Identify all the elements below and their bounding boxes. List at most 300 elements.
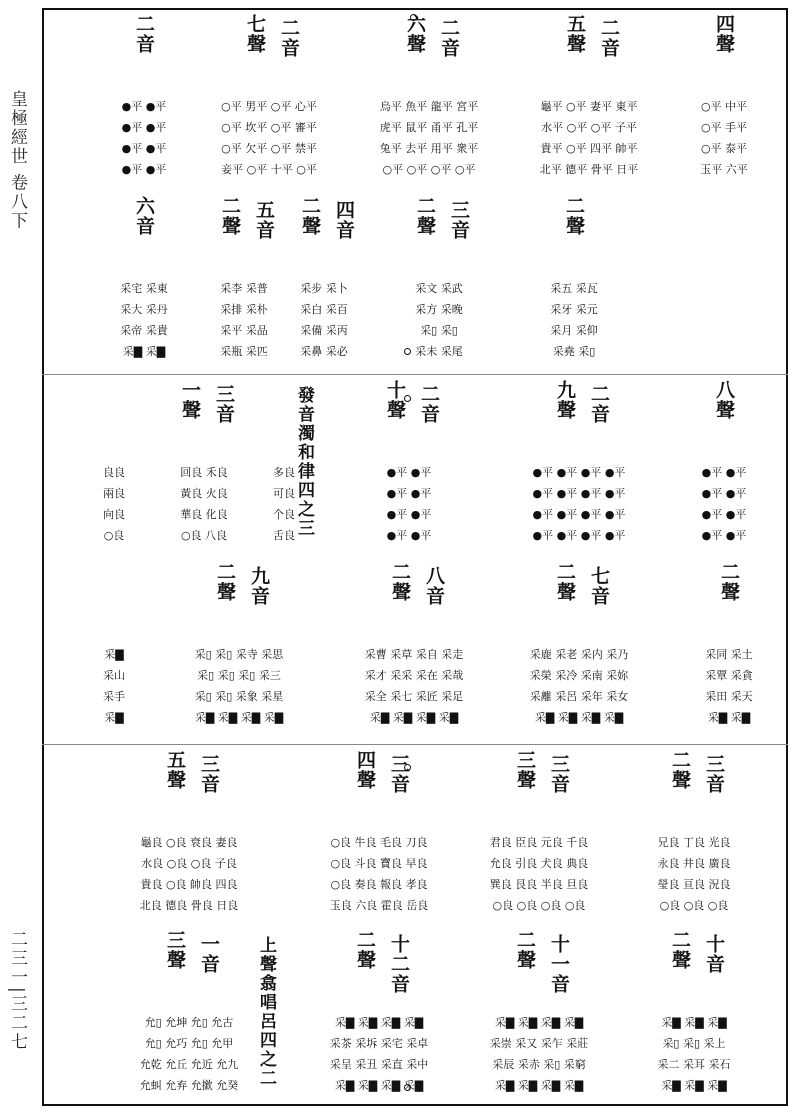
column-heading xyxy=(154,380,254,446)
heading-number: 六 xyxy=(133,196,155,216)
circle-mark xyxy=(404,716,411,723)
table-row: ●平 ●平 ●平 ●平 xyxy=(532,487,626,500)
heading-label: 聲 xyxy=(564,34,586,54)
table-row: 采▇ 采▇ 采▇ 采▇ xyxy=(494,1016,584,1029)
column-heading xyxy=(624,750,764,816)
table-row: 采▯ 采▯ 采▯ 采三 xyxy=(197,669,281,682)
column-rows xyxy=(304,1012,454,1096)
table-row: ○良 八良 xyxy=(180,529,228,542)
heading-yin xyxy=(199,934,219,974)
heading-sheng xyxy=(714,14,734,54)
table-row: 采步 采卜 xyxy=(300,282,348,295)
table-row: 采平 采品 xyxy=(220,324,268,337)
heading-label: 聲 xyxy=(718,582,740,602)
table-row: 采覃 采貪 xyxy=(705,669,753,682)
heading-number: 五 xyxy=(253,200,275,220)
table-row: ●平 ●平 xyxy=(386,487,432,500)
table-row: 北良 德良 骨良 日良 xyxy=(139,899,239,912)
table-row: 巽良 艮良 半良 旦良 xyxy=(489,878,589,891)
heading-number: 三 xyxy=(703,754,725,774)
column-rows xyxy=(364,278,514,362)
heading-label: 音 xyxy=(598,38,620,58)
table-row: 允乾 允丘 允近 允九 xyxy=(139,1058,239,1071)
heading-number: 四 xyxy=(354,750,376,770)
vertical-heading: 上聲翕唱呂四之二 xyxy=(256,936,276,1088)
circle-mark xyxy=(404,764,411,771)
heading-label: 音 xyxy=(133,34,155,54)
table-row: 采白 采百 xyxy=(300,303,348,316)
column-rows xyxy=(84,644,144,728)
heading-sheng xyxy=(385,380,405,420)
heading-number: 五 xyxy=(564,14,586,34)
heading-number: 一 xyxy=(198,934,220,954)
heading-yin xyxy=(424,566,444,606)
heading-number: 三 xyxy=(198,754,220,774)
table-row: ○良 奏良 報良 孝良 xyxy=(330,878,428,891)
table-row: 貴良 ○良 帥良 四良 xyxy=(140,878,238,891)
table-row: 采手 xyxy=(103,690,125,703)
table-row: ○良 牛良 毛良 刀良 xyxy=(330,836,428,849)
heading-number: 三 xyxy=(213,384,235,404)
table-row: ○平 坎平 ○平 審平 xyxy=(221,121,317,134)
heading-number: 二 xyxy=(418,384,440,404)
heading-number: 二 xyxy=(563,196,585,216)
table-row: ●平 ●平 xyxy=(701,529,747,542)
column-heading xyxy=(284,196,364,262)
table-row: 采▇ 采▇ 采▇ 采▇ xyxy=(334,1079,424,1092)
heading-label: 音 xyxy=(588,586,610,606)
table-row: 采曹 采草 采自 采走 xyxy=(364,648,464,661)
column-rows xyxy=(344,644,484,728)
table-row: 采瓶 采匹 xyxy=(220,345,268,358)
table-row: 虎平 鼠平 甬平 孔平 xyxy=(379,121,479,134)
heading-sheng xyxy=(165,930,185,970)
heading-label: 音 xyxy=(423,586,445,606)
table-row: 黃良 火良 xyxy=(180,487,228,500)
table-row: 采田 采天 xyxy=(705,690,753,703)
table-row: ●平 ●平 xyxy=(701,466,747,479)
heading-number: 二 xyxy=(554,562,576,582)
heading-yin xyxy=(599,18,619,58)
heading-sheng xyxy=(355,930,375,970)
heading-sheng xyxy=(415,196,435,236)
heading-sheng xyxy=(670,930,690,970)
column-rows xyxy=(344,462,474,546)
heading-yin xyxy=(214,384,234,424)
circle-mark xyxy=(404,395,411,402)
heading-sheng xyxy=(555,380,575,420)
heading-sheng xyxy=(134,196,154,236)
column-heading xyxy=(154,562,324,628)
table-row: 可良 xyxy=(273,487,295,500)
table-row: ●平 ●平 xyxy=(386,508,432,521)
heading-sheng xyxy=(719,562,739,602)
table-row: ●平 ●平 ●平 ●平 xyxy=(532,466,626,479)
table-row: 采▇ 采▇ xyxy=(707,711,751,724)
table-row: ●平 ●平 xyxy=(701,487,747,500)
table-block-b3 xyxy=(44,380,786,560)
heading-label: 聲 xyxy=(414,216,436,236)
heading-label: 音 xyxy=(198,954,220,974)
table-row: ○平 泰平 xyxy=(700,142,748,155)
table-row: ●平 ●平 xyxy=(701,508,747,521)
table-row: 兄良 丁良 光良 xyxy=(657,836,731,849)
heading-label: 聲 xyxy=(354,950,376,970)
heading-number: 六 xyxy=(404,14,426,34)
column-rows xyxy=(504,644,654,728)
table-row: 允良 引良 犬良 典良 xyxy=(489,857,589,870)
heading-label: 音 xyxy=(388,974,410,994)
heading-label: 聲 xyxy=(164,950,186,970)
heading-sheng xyxy=(390,562,410,602)
heading-label: 音 xyxy=(588,404,610,424)
heading-label: 音 xyxy=(248,586,270,606)
table-row: 允▯ 允坤 允▯ 允古 xyxy=(144,1016,234,1029)
table-row: 采▯ 采▯ 采上 xyxy=(662,1037,726,1050)
heading-label: 音 xyxy=(388,774,410,794)
heading-sheng xyxy=(515,750,535,790)
table-row: 允▯ 允巧 允▯ 允甲 xyxy=(144,1037,234,1050)
heading-number: 二 xyxy=(214,562,236,582)
table-row: 水平 ○平 ○平 子平 xyxy=(541,121,637,134)
column-heading xyxy=(684,380,764,446)
circle-mark xyxy=(410,14,417,21)
heading-label: 音 xyxy=(133,216,155,236)
heading-sheng xyxy=(245,14,265,54)
heading-yin xyxy=(334,200,354,240)
table-row: ●平 ●平 xyxy=(386,466,432,479)
heading-yin xyxy=(449,200,469,240)
table-row: 采呈 采丑 采直 采中 xyxy=(329,1058,429,1071)
column-heading xyxy=(464,930,614,996)
table-row: ●平 ●平 xyxy=(121,142,167,155)
heading-number: 七 xyxy=(244,14,266,34)
heading-number: 二 xyxy=(354,930,376,950)
table-row: 采▇ 采▇ 采▇ 采▇ xyxy=(194,711,284,724)
table-row: 永良 井良 廣良 xyxy=(657,857,731,870)
heading-label: 聲 xyxy=(299,216,321,236)
heading-sheng xyxy=(565,14,585,54)
table-row: 采未 采尾 xyxy=(415,345,463,358)
column-heading xyxy=(504,562,654,628)
table-row: 采▯ 采▯ 采象 采星 xyxy=(194,690,284,703)
table-row: ●平 ●平 ●平 ●平 xyxy=(532,508,626,521)
table-row: ●平 ●平 ●平 ●平 xyxy=(532,529,626,542)
column-heading xyxy=(84,562,144,628)
table-row: 烏平 魚平 龍平 宮平 xyxy=(379,100,479,113)
table-row: 采▇ 采▇ 采▇ 采▇ xyxy=(334,1016,424,1029)
table-row: 采鼻 采必 xyxy=(300,345,348,358)
heading-label: 音 xyxy=(448,220,470,240)
heading-label: 聲 xyxy=(554,582,576,602)
column-heading xyxy=(84,380,144,446)
table-row: 采宅 采東 xyxy=(120,282,168,295)
heading-yin xyxy=(549,754,569,794)
heading-number: 二 xyxy=(133,14,155,34)
column-rows xyxy=(464,832,614,916)
heading-label: 音 xyxy=(198,774,220,794)
table-row: 采榮 采冷 采南 采妳 xyxy=(529,669,629,682)
table-row: 向良 xyxy=(103,508,125,521)
table-row: 龜平 ○平 妻平 東平 xyxy=(540,100,638,113)
heading-number: 二 xyxy=(278,18,300,38)
heading-label: 聲 xyxy=(214,582,236,602)
heading-sheng xyxy=(564,196,584,236)
table-row: 采山 xyxy=(103,669,125,682)
table-row: 采方 采晚 xyxy=(415,303,463,316)
heading-number: 五 xyxy=(164,750,186,770)
table-row: ○良 ○良 ○良 ○良 xyxy=(492,899,586,912)
heading-label: 聲 xyxy=(389,582,411,602)
table-row: 采▇ 采▇ 采▇ 采▇ xyxy=(369,711,459,724)
heading-label: 聲 xyxy=(669,770,691,790)
table-row: 采二 采耳 采石 xyxy=(657,1058,731,1071)
table-row: 采牙 采元 xyxy=(550,303,598,316)
table-row: 采同 采土 xyxy=(705,648,753,661)
heading-yin xyxy=(704,754,724,794)
table-row: 瑩良 亘良 況良 xyxy=(657,878,731,891)
table-row: 采▯ 采▯ xyxy=(420,324,458,337)
column-rows xyxy=(104,278,184,362)
heading-yin xyxy=(419,384,439,424)
heading-sheng xyxy=(165,750,185,790)
table-row: 兔平 去平 用平 衆平 xyxy=(379,142,479,155)
table-row: ●平 ●平 xyxy=(121,121,167,134)
heading-number: 三 xyxy=(548,754,570,774)
column-heading xyxy=(624,930,764,996)
heading-number: 二 xyxy=(299,196,321,216)
heading-number: 三 xyxy=(388,754,410,774)
heading-number: 九 xyxy=(554,380,576,400)
heading-number: 二 xyxy=(389,562,411,582)
heading-sheng xyxy=(714,380,734,420)
heading-number: 二 xyxy=(414,196,436,216)
heading-number: 七 xyxy=(588,566,610,586)
table-row: 采▇ 采▇ xyxy=(122,345,166,358)
heading-label: 聲 xyxy=(219,216,241,236)
margin-page-number: 二三一|三二七 xyxy=(7,930,27,1052)
heading-yin xyxy=(704,934,724,974)
heading-yin xyxy=(254,200,274,240)
column-heading xyxy=(104,196,184,262)
heading-label: 聲 xyxy=(514,950,536,970)
heading-label: 音 xyxy=(548,974,570,994)
heading-number: 十二 xyxy=(388,934,410,974)
table-row: ○平 手平 xyxy=(700,121,748,134)
heading-number: 三 xyxy=(448,200,470,220)
heading-number: 九 xyxy=(248,566,270,586)
circle-mark xyxy=(404,1084,411,1091)
table-row: 北平 德平 骨平 日平 xyxy=(539,163,639,176)
section-divider xyxy=(42,744,788,745)
table-row: ●平 ●平 xyxy=(386,529,432,542)
heading-number: 二 xyxy=(669,930,691,950)
column-rows xyxy=(524,278,624,362)
table-row: 采月 采仰 xyxy=(550,324,598,337)
table-row: 采崇 采又 采乍 采莊 xyxy=(489,1037,589,1050)
heading-yin xyxy=(589,384,609,424)
column-heading xyxy=(504,380,654,446)
table-row: 采備 采丙 xyxy=(300,324,348,337)
column-heading xyxy=(364,196,514,262)
column-heading xyxy=(524,14,654,80)
table-block-b1 xyxy=(44,14,786,194)
heading-sheng xyxy=(300,196,320,236)
heading-sheng xyxy=(670,750,690,790)
column-rows xyxy=(524,96,654,180)
table-block-b2 xyxy=(44,196,786,376)
column-heading xyxy=(524,196,624,262)
table-row: ○良 斗良 寶良 早良 xyxy=(330,857,428,870)
heading-number: 三 xyxy=(164,930,186,950)
table-row: 采文 采武 xyxy=(415,282,463,295)
table-block-b5 xyxy=(44,750,786,930)
heading-label: 聲 xyxy=(514,770,536,790)
heading-number: 三 xyxy=(514,750,536,770)
heading-label: 音 xyxy=(213,404,235,424)
heading-label: 音 xyxy=(333,220,355,240)
table-row: 采▯ 采▯ 采寺 采思 xyxy=(194,648,284,661)
column-heading xyxy=(364,14,494,80)
table-row: 多良 xyxy=(273,466,295,479)
heading-sheng xyxy=(220,196,240,236)
column-rows xyxy=(304,832,454,916)
heading-number: 十 xyxy=(703,934,725,954)
heading-number: 八 xyxy=(423,566,445,586)
margin-book-title: 皇極經世 卷八下 xyxy=(7,90,27,231)
heading-label: 聲 xyxy=(563,216,585,236)
table-block-b4 xyxy=(44,562,786,742)
heading-label: 聲 xyxy=(354,770,376,790)
column-heading xyxy=(204,14,334,80)
column-heading xyxy=(104,930,274,996)
column-rows xyxy=(684,462,764,546)
heading-label: 音 xyxy=(418,404,440,424)
column-heading xyxy=(104,750,274,816)
column-rows xyxy=(624,1012,764,1096)
heading-label: 聲 xyxy=(179,400,201,420)
table-row: 貴平 ○平 四平 帥平 xyxy=(540,142,638,155)
heading-number: 二 xyxy=(588,384,610,404)
column-rows xyxy=(364,96,494,180)
table-row: ○平 ○平 ○平 ○平 xyxy=(382,163,476,176)
table-row: 采才 采采 采在 采哉 xyxy=(364,669,464,682)
table-row: 采李 采普 xyxy=(220,282,268,295)
heading-sheng xyxy=(215,562,235,602)
heading-sheng xyxy=(555,562,575,602)
heading-number: 二 xyxy=(438,18,460,38)
column-heading xyxy=(344,562,484,628)
heading-label: 聲 xyxy=(164,770,186,790)
table-row: 采▇ 采▇ 采▇ 采▇ xyxy=(534,711,624,724)
heading-sheng xyxy=(134,14,154,54)
heading-yin xyxy=(389,934,409,994)
heading-yin xyxy=(549,934,569,994)
column-heading xyxy=(304,930,454,996)
column-heading xyxy=(684,14,764,80)
table-row: 采▇ 采▇ 采▇ 采▇ xyxy=(494,1079,584,1092)
vertical-heading: 發音濁和律四之三 xyxy=(294,386,314,538)
heading-label: 聲 xyxy=(713,34,735,54)
heading-sheng xyxy=(515,930,535,970)
table-row: 玉良 六良 霍良 岳良 xyxy=(329,899,429,912)
table-row: 采茶 采坼 采宅 采卓 xyxy=(329,1037,429,1050)
heading-number: 二 xyxy=(219,196,241,216)
heading-label: 音 xyxy=(703,954,725,974)
heading-label: 音 xyxy=(438,38,460,58)
table-row: 水良 ○良 ○良 子良 xyxy=(141,857,237,870)
table-row: 良良 xyxy=(103,466,125,479)
table-row: 个良 xyxy=(273,508,295,521)
table-row: ○良 ○良 ○良 xyxy=(659,899,729,912)
table-row: ●平 ●平 xyxy=(121,100,167,113)
heading-sheng xyxy=(355,750,375,790)
column-rows xyxy=(104,96,184,180)
circle-mark xyxy=(404,348,411,355)
column-rows xyxy=(684,644,774,728)
heading-number: 二 xyxy=(718,562,740,582)
table-row: 玉平 六平 xyxy=(700,163,748,176)
table-row: 舌良 xyxy=(273,529,295,542)
table-row: ○平 欠平 ○平 禁平 xyxy=(221,142,317,155)
heading-sheng xyxy=(180,380,200,420)
table-row: 采五 采瓦 xyxy=(550,282,598,295)
table-row: ○良 xyxy=(103,529,125,542)
column-rows xyxy=(104,832,274,916)
heading-yin xyxy=(279,18,299,58)
column-heading xyxy=(684,562,774,628)
table-row: 龜良 ○良 衰良 妻良 xyxy=(140,836,238,849)
column-rows xyxy=(104,1012,274,1096)
heading-number: 四 xyxy=(713,14,735,34)
heading-yin xyxy=(439,18,459,58)
table-row: 采▇ 采▇ 采▇ xyxy=(661,1016,727,1029)
heading-number: 一 xyxy=(179,380,201,400)
column-rows xyxy=(154,462,254,546)
table-row: 采▇ 采▇ 采▇ xyxy=(661,1079,727,1092)
table-row: 兩良 xyxy=(103,487,125,500)
column-rows xyxy=(84,462,144,546)
table-row: 君良 臣良 元良 千良 xyxy=(489,836,589,849)
column-rows xyxy=(624,832,764,916)
table-row: 采帝 采貴 xyxy=(120,324,168,337)
column-rows xyxy=(284,278,364,362)
table-row: 回良 禾良 xyxy=(180,466,228,479)
table-row: 采▇ xyxy=(104,711,124,724)
heading-label: 聲 xyxy=(554,400,576,420)
column-heading xyxy=(104,14,184,80)
heading-label: 聲 xyxy=(404,34,426,54)
column-heading xyxy=(464,750,614,816)
table-row: 采辰 采赤 采▯ 采窮 xyxy=(492,1058,586,1071)
column-heading xyxy=(344,380,474,446)
table-row: ●平 ●平 xyxy=(121,163,167,176)
table-row: 采大 采丹 xyxy=(120,303,168,316)
column-rows xyxy=(204,278,284,362)
table-row: 采鹿 采老 采内 采乃 xyxy=(529,648,629,661)
column-rows xyxy=(504,462,654,546)
heading-label: 聲 xyxy=(384,400,406,420)
heading-label: 聲 xyxy=(244,34,266,54)
heading-number: 四 xyxy=(333,200,355,220)
table-row: 采堯 采▯ xyxy=(552,345,596,358)
table-row: ○平 男平 ○平 心平 xyxy=(221,100,317,113)
heading-label: 音 xyxy=(253,220,275,240)
heading-label: 音 xyxy=(278,38,300,58)
heading-number: 十 xyxy=(384,380,406,400)
table-row: 采離 采呂 采年 采女 xyxy=(529,690,629,703)
heading-number: 十一 xyxy=(548,934,570,974)
